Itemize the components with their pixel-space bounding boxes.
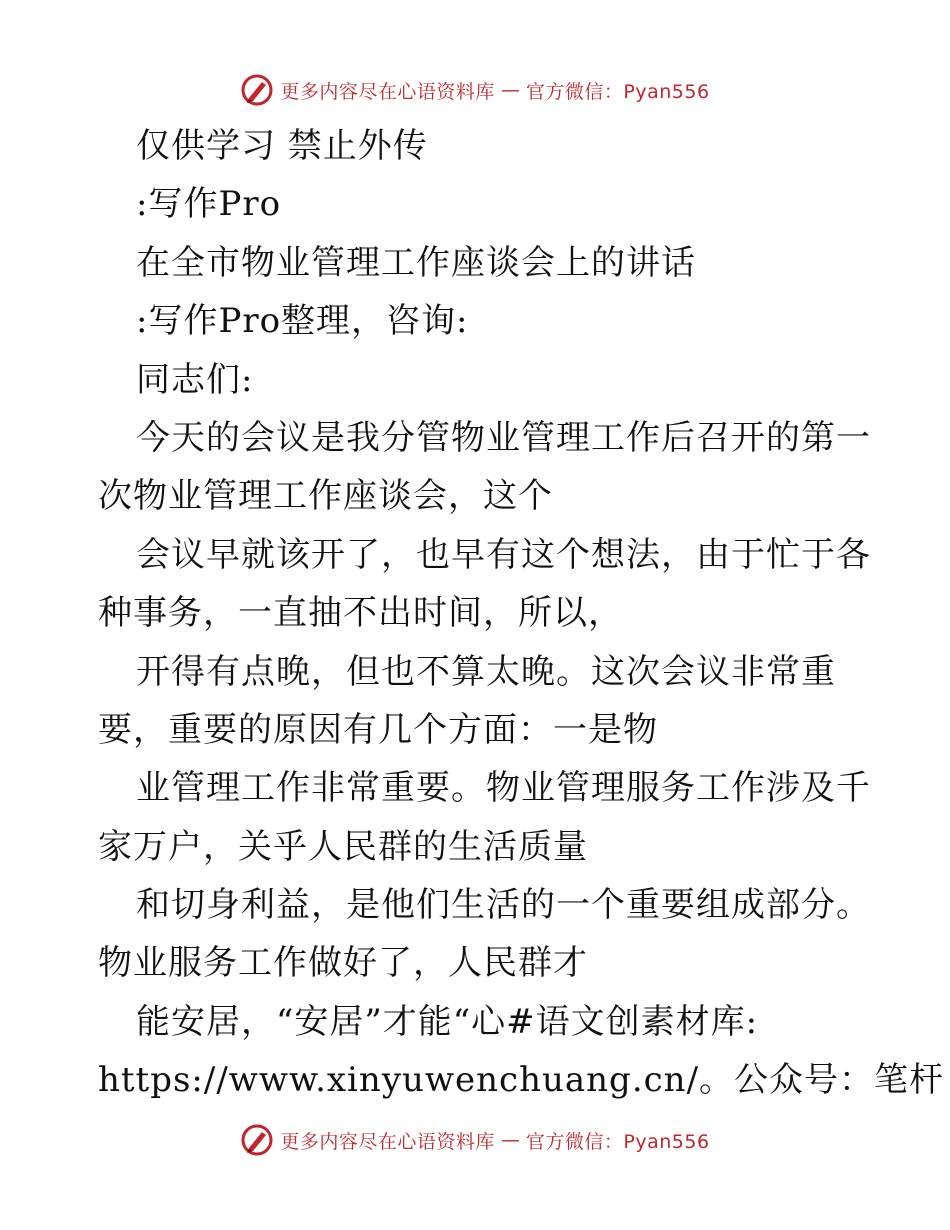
text-line: 业管理工作非常重要。物业管理服务工作涉及千: [136, 768, 871, 809]
banner-contact: 官方微信：Pyan556: [525, 1130, 710, 1153]
text-line: 物业服务工作做好了，人民群才: [98, 943, 588, 984]
document-title: 在全市物业管理工作座谈会上的讲话: [136, 242, 696, 283]
banner-separator: —: [500, 1129, 520, 1151]
text-line: 今天的会议是我分管物业管理工作后召开的第一: [136, 417, 871, 458]
text-line: 次物业管理工作座谈会，这个: [98, 476, 553, 517]
text-line: :写作Pro整理，咨询:: [136, 301, 469, 342]
header-banner: [0, 70, 950, 110]
url-text-line: https://www.xinyuwenchuang.cn/。公众号：笔杆: [98, 1060, 945, 1101]
text-line: 会议早就该开了，也早有这个想法，由于忙于各: [136, 534, 871, 575]
text-line: 开得有点晚，但也不算太晚。这次会议非常重: [136, 651, 836, 692]
text-line: 能安居，“安居”才能“心#语文创素材库:: [136, 1001, 759, 1042]
pen-logo-icon: [240, 1123, 274, 1157]
text-line: 仅供学习 禁止外传: [136, 126, 428, 166]
salutation: 同志们:: [136, 359, 254, 400]
pen-logo-icon: [240, 73, 274, 107]
banner-separator: —: [500, 79, 520, 101]
text-line: 和切身利益，是他们生活的一个重要组成部分。: [136, 885, 871, 926]
footer-banner: [0, 1120, 950, 1160]
document-body: [98, 117, 945, 1110]
banner-contact: 官方微信：Pyan556: [525, 80, 710, 103]
text-line: 种事务，一直抽不出时间，所以，: [98, 593, 623, 634]
banner-text: 更多内容尽在心语资料库: [280, 80, 495, 103]
text-line: 家万户，关乎人民群的生活质量: [98, 826, 588, 867]
banner-text: 更多内容尽在心语资料库: [280, 1130, 495, 1153]
text-line: 要，重要的原因有几个方面：一是物: [98, 709, 658, 750]
text-line: :写作Pro: [136, 184, 282, 225]
